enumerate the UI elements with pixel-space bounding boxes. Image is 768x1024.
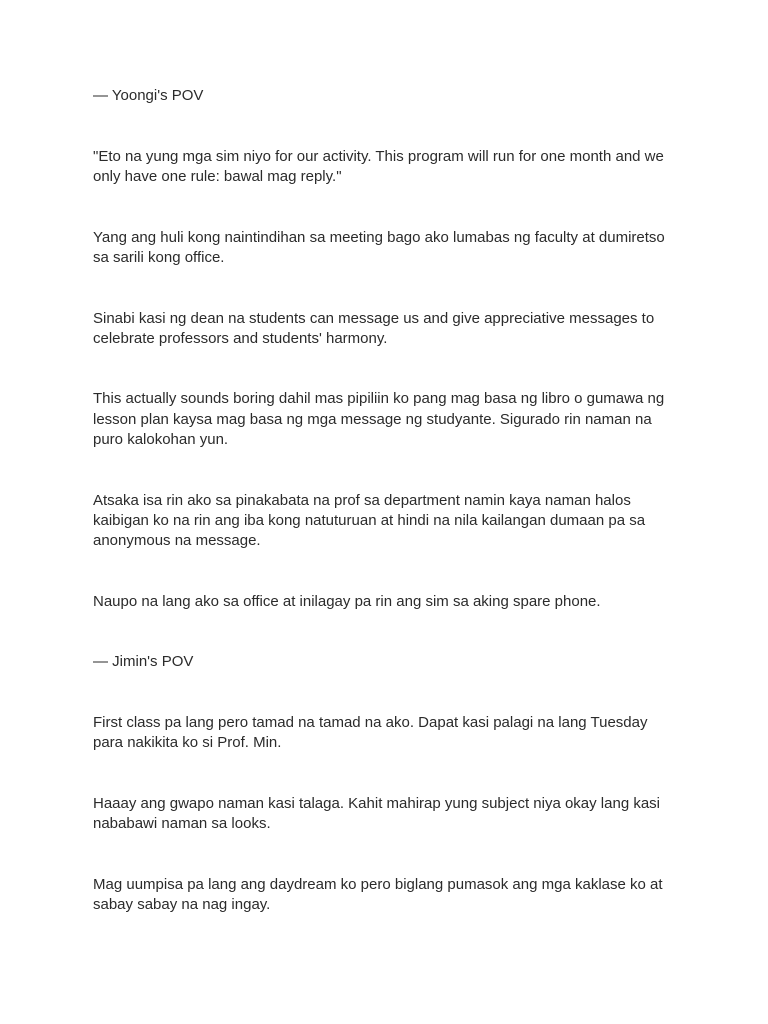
pov-heading-jimin: — Jimin's POV xyxy=(93,653,194,671)
paragraph-office: Naupo na lang ako sa office at inilagay pa rin ang sim sa aking spare phone. xyxy=(93,592,601,610)
document-page xyxy=(93,86,678,915)
paragraph-first-class: First class pa lang pero tamad na tamad na ako. Dapat kasi palagi na lang Tuesday para nakikita ko si Prof. Min. xyxy=(93,714,648,752)
pov-heading-yoongi: — Yoongi's POV xyxy=(93,87,204,104)
paragraph-youngest-prof: Atsaka isa rin ako sa pinakabata na prof sa department namin kaya naman halos kaibigan ko na rin ang iba kong natuturuan at hindi na nila kailangan dumaan pa sa anonymous na message. xyxy=(93,491,646,549)
paragraph-meeting: Yang ang huli kong naintindihan sa meeting bago ako lumabas ng faculty at dumiretso sa sarili kong office. xyxy=(93,228,665,266)
paragraph-boring: This actually sounds boring dahil mas pipiliin ko pang mag basa ng libro o gumawa ng lesson plan kaysa mag basa ng mga message ng studyante. Sigurado rin naman na puro kalokohan yun. xyxy=(93,390,665,448)
paragraph-gwapo: Haaay ang gwapo naman kasi talaga. Kahit mahirap yung subject niya okay lang kasi nababawi naman sa looks. xyxy=(93,794,661,833)
paragraph-dean: Sinabi kasi ng dean na students can message us and give appreciative messages to celebrate professors and students' harmony. xyxy=(93,309,655,347)
paragraph-daydream: Mag uumpisa pa lang ang daydream ko pero biglang pumasok ang mga kaklase ko at sabay sabay na nag ingay. xyxy=(93,875,663,914)
paragraph-dialogue-sim: "Eto na yung mga sim niyo for our activity. This program will run for one month and we only have one rule: bawal mag reply." xyxy=(93,147,664,185)
